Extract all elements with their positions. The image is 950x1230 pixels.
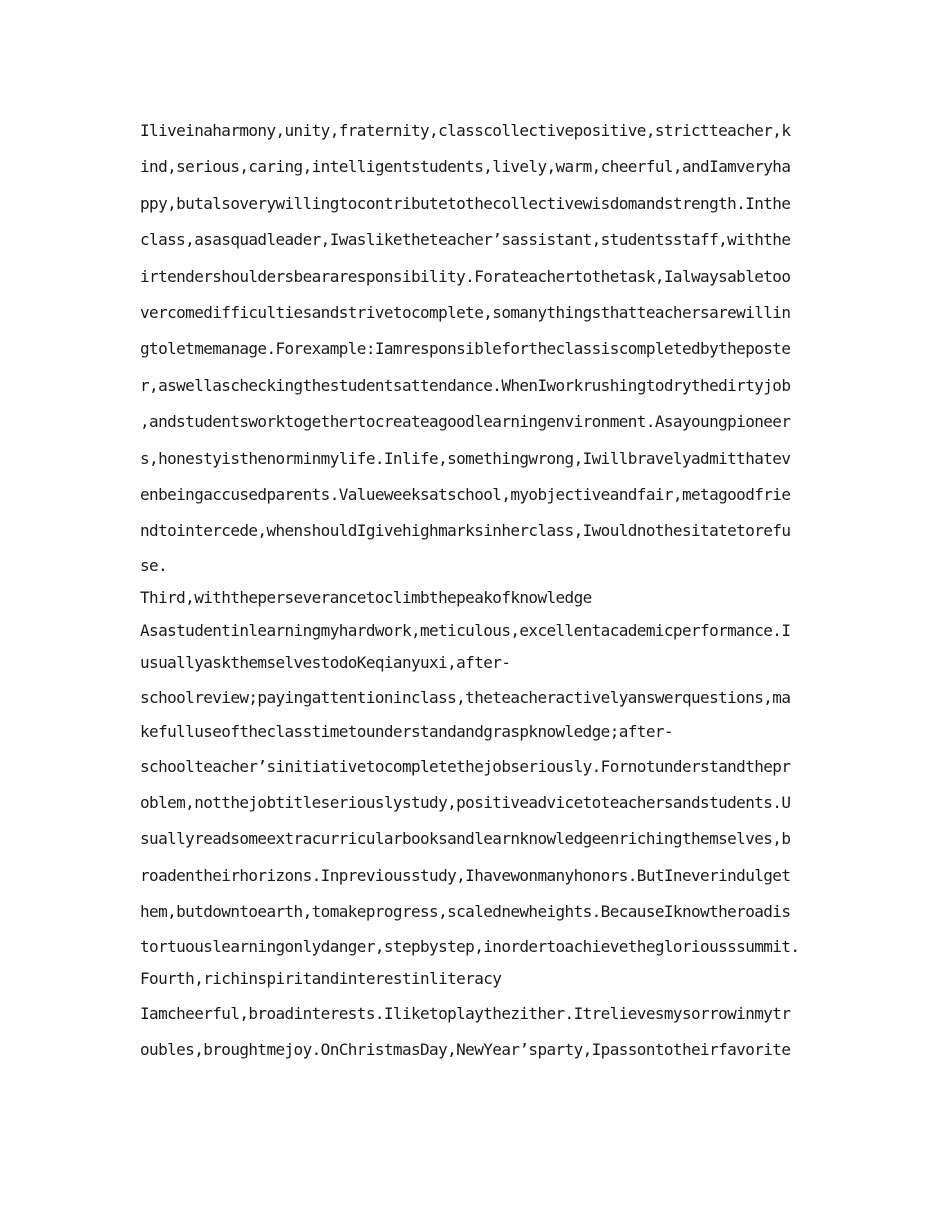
- text-line: vercomedifficultiesandstrivetocomplete,somanythingsthatteachersarewillin: [140, 302, 791, 322]
- text-line: Iliveinaharmony,unity,fraternity,classcollectivepositive,strictteacher,k: [140, 121, 791, 140]
- text-line: r,aswellascheckingthestudentsattendance.WhenIworkrushingtodrythedirtyjob: [140, 375, 791, 395]
- text-line: hem,butdowntoearth,tomakeprogress,scalednewheights.BecauseIknowtheroadis: [140, 902, 791, 922]
- text-line: enbeingaccusedparents.Valueweeksatschool,myobjectiveandfair,metagoodfrie: [140, 484, 791, 504]
- section-heading: Fourth,richinspiritandinterestinliteracy: [140, 969, 502, 989]
- text-line: roadentheirhorizons.Inpreviousstudy,Ihavewonmanyhonors.ButIneverindulget: [140, 865, 791, 885]
- text-line: s,honestyisthenorminmylife.Inlife,somethingwrong,Iwillbravelyadmitthatev: [140, 448, 791, 468]
- text-line: irtendershouldersbeararesponsibility.Forateachertothetask,Ialwaysabletoo: [140, 266, 791, 286]
- text-line: ,andstudentsworktogethertocreateagoodlearningenvironment.Asayoungpioneer: [140, 412, 791, 432]
- text-line: Asastudentinlearningmyhardwork,meticulous,excellentacademicperformance.I: [140, 620, 791, 640]
- text-line: suallyreadsomeextracurricularbooksandlearnknowledgeenrichingthemselves,b: [140, 829, 791, 849]
- text-line: oubles,broughtmejoy.OnChristmasDay,NewYear’sparty,Ipassontotheirfavorite: [140, 1039, 791, 1059]
- text-line: ppy,butalsoverywillingtocontributetothecollectivewisdomandstrength.Inthe: [140, 193, 791, 213]
- text-line: se.: [140, 555, 168, 575]
- document-body: [140, 113, 812, 1068]
- text-line: kefulluseoftheclasstimetounderstandandgraspknowledge;after-: [140, 722, 673, 742]
- text-line: class,asasquadleader,Iwasliketheteacher’sassistant,studentsstaff,withthe: [140, 230, 791, 250]
- text-line: gtoletmemanage.Forexample:Iamresponsiblefortheclassiscompletedbytheposte: [140, 339, 791, 359]
- text-line: ndtointercede,whenshouldIgivehighmarksinherclass,Iwouldnothesitatetorefu: [140, 521, 791, 541]
- text-line: schoolreview;payingattentioninclass,theteacheractivelyanswerquestions,ma: [140, 687, 791, 707]
- text-line: oblem,notthejobtitleseriouslystudy,positiveadvicetoteachersandstudents.U: [140, 792, 791, 812]
- text-line: tortuouslearningonlydanger,stepbystep,inordertoachievethegloriousssummit.: [140, 936, 800, 956]
- text-line: ind,serious,caring,intelligentstudents,lively,warm,cheerful,andIamveryha: [140, 157, 791, 177]
- text-line: Iamcheerful,broadinterests.Iliketoplaythezither.Itrelievesmysorrowinmytr: [140, 1003, 791, 1023]
- section-heading: Third,withtheperseverancetoclimbthepeakofknowledge: [140, 588, 592, 608]
- text-line: usuallyaskthemselvestodoKeqianyuxi,after-: [140, 653, 511, 673]
- text-line: schoolteacher’sinitiativetocompletethejobseriously.Fornotunderstandthepr: [140, 756, 791, 776]
